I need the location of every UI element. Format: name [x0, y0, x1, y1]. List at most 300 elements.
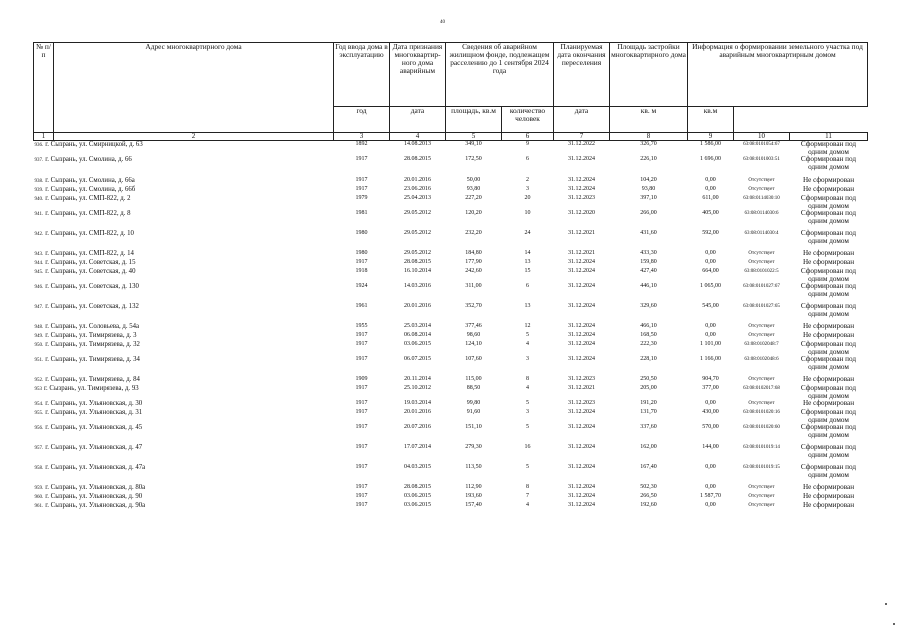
cell-recognition-date: 28.08.2015	[404, 259, 431, 265]
cell-land-area: 904,70	[702, 376, 719, 382]
cell-planned-date: 31.12.2021	[568, 230, 595, 236]
table-row	[34, 332, 868, 341]
cell-cadastral-number: Отсутствует	[748, 485, 775, 490]
cell-recognition-date: 14.03.2016	[404, 283, 431, 289]
row-number: 939.	[34, 188, 44, 193]
cell-people: 5	[526, 464, 529, 470]
cell-planned-date: 31.12.2024	[568, 156, 595, 162]
cell-recognition-date: 16.10.2014	[404, 268, 431, 274]
table-row	[34, 424, 868, 444]
cell-cadastral-number: 63:08:0101022:5	[744, 269, 779, 274]
cell-building-area: 446,10	[640, 283, 657, 289]
table-body	[34, 141, 868, 513]
address-text: г. Сызрань, ул. Ульяновская, д. 30	[45, 400, 143, 407]
row-number: 952.	[34, 378, 44, 383]
cell-building-area: 226,10	[640, 156, 657, 162]
cell-planned-date: 31.12.2020	[568, 210, 595, 216]
table-row	[34, 341, 868, 356]
cell-area: 177,90	[465, 259, 482, 265]
cell-recognition-date: 20.07.2016	[404, 424, 431, 430]
header-address: Адрес многоквартирного дома	[54, 43, 334, 133]
cell-area: 115,00	[465, 376, 482, 382]
cell-recognition-date: 03.06.2015	[404, 502, 431, 508]
cell-cadastral-number: 63:08:0101027:65	[743, 304, 780, 309]
cell-area: 157,40	[465, 502, 482, 508]
cell-building-area: 502,30	[640, 484, 657, 490]
column-number-row	[34, 133, 868, 141]
table-header	[34, 43, 868, 141]
unit-date: дата	[390, 107, 446, 133]
cell-land-status: Не сформирован	[802, 375, 855, 383]
cell-recognition-date: 06.07.2015	[404, 356, 431, 362]
cell-year: 1917	[355, 332, 368, 338]
cell-land-status: Сформирован под одним домом	[800, 355, 857, 371]
cell-land-status: Сформирован под одним домом	[800, 443, 857, 459]
cell-area: 279,30	[465, 444, 482, 450]
header-planned-date: Планируемая дата окончания переселения	[554, 43, 610, 107]
cell-land-status: Сформирован под одним домом	[800, 384, 857, 400]
cell-address	[34, 177, 334, 186]
table-row	[34, 376, 868, 385]
column-number: 8	[610, 133, 688, 141]
row-number: 946.	[34, 285, 44, 290]
cell-cadastral-number: Отсутствует	[748, 377, 775, 382]
address-text: г. Сызрань, ул. СМП-822, д. 10	[45, 230, 134, 237]
cell-planned-date: 31.12.2022	[568, 141, 595, 147]
address-text: г. Сызрань, ул. Тимирязева, д. 93	[44, 385, 139, 392]
address-text: г. Сызрань, ул. Ульяновская, д. 45	[45, 424, 143, 431]
cell-building-area: 466,10	[640, 323, 657, 329]
row-number: 948.	[34, 325, 44, 330]
column-number: 11	[790, 133, 868, 141]
table-row	[34, 385, 868, 400]
address-text: г. Сызрань, ул. Ульяновская, д. 90а	[45, 502, 146, 509]
cell-land-status: Сформирован под одним домом	[800, 140, 857, 156]
cell-building-area: 191,20	[640, 400, 657, 406]
cell-recognition-date: 04.03.2015	[404, 464, 431, 470]
cell-address	[34, 493, 334, 502]
header-number: № п/п	[34, 43, 54, 133]
row-number: 944.	[34, 261, 44, 266]
row-number: 947.	[34, 305, 44, 310]
cell-year: 1981	[355, 210, 368, 216]
cell-land-area: 0,00	[705, 186, 716, 192]
cell-recognition-date: 28.08.2015	[404, 156, 431, 162]
cell-address	[34, 484, 334, 493]
cell-people: 20	[524, 195, 531, 201]
cell-building-area: 250,50	[640, 376, 657, 382]
cell-year: 1961	[355, 303, 368, 309]
cell-planned-date: 31.12.2024	[568, 341, 595, 347]
address-text: г. Сызрань, ул. Ульяновская, д. 90	[45, 493, 143, 500]
unit-people: количество человек	[502, 107, 554, 133]
row-number: 956.	[34, 426, 44, 431]
cell-building-area: 159,80	[640, 259, 657, 265]
cell-people: 13	[524, 303, 531, 309]
address-text: г. Сызрань, ул. СМП-822, д. 14	[45, 250, 134, 257]
cell-people: 24	[524, 230, 531, 236]
cell-cadastral-number: 63:08:0114030:10	[743, 196, 780, 201]
cell-building-area: 205,00	[640, 385, 657, 391]
address-text: г. Сызрань, ул. Советская, д. 130	[45, 283, 139, 290]
address-text: г. Сызрань, ул. Смолина, д. 66	[45, 156, 132, 163]
table-row	[34, 283, 868, 303]
cell-building-area: 222,30	[640, 341, 657, 347]
cell-cadastral-number: 63:08:0102048:7	[744, 342, 779, 347]
cell-cadastral-number: 63:08:0101020:16	[743, 410, 780, 415]
cell-land-area: 0,00	[705, 464, 716, 470]
cell-address	[34, 409, 334, 424]
table-row	[34, 356, 868, 376]
cell-address	[34, 323, 334, 332]
table-row	[34, 259, 868, 268]
address-text: г. Сызрань, ул. Тимирязева, д. 84	[45, 376, 140, 383]
address-text: г. Сызрань, ул. СМП-822, д. 2	[45, 195, 131, 202]
cell-address	[34, 268, 334, 283]
cell-address	[34, 424, 334, 444]
cell-cadastral-number: Отсутствует	[748, 494, 775, 499]
cell-address	[34, 156, 334, 177]
cell-building-area: 266,50	[640, 493, 657, 499]
row-number: 945.	[34, 270, 44, 275]
cell-year: 1917	[355, 484, 368, 490]
column-number: 2	[54, 133, 334, 141]
cell-area: 352,70	[465, 303, 482, 309]
cell-address	[34, 141, 334, 157]
cell-cadastral-number: 63:08:0102048:6	[744, 357, 779, 362]
cell-year: 1924	[355, 283, 368, 289]
cell-area: 193,60	[465, 493, 482, 499]
table-row	[34, 502, 868, 512]
cell-area: 98,60	[466, 332, 481, 338]
cell-year: 1917	[355, 186, 368, 192]
column-number: 9	[688, 133, 734, 141]
header-housing-info: Сведения об аварийном жилищном фонде, подлежащем расселению до 1 сентября 2024 года	[446, 43, 554, 107]
row-number: 955.	[34, 411, 44, 416]
cell-land-status: Не сформирован	[802, 331, 855, 339]
table-row	[34, 400, 868, 409]
column-number: 4	[390, 133, 446, 141]
cell-address	[34, 332, 334, 341]
row-number: 936.	[34, 143, 44, 148]
cell-land-status: Сформирован под одним домом	[800, 194, 857, 210]
cell-land-area: 0,00	[705, 400, 716, 406]
table-row	[34, 444, 868, 464]
row-number: 951.	[34, 358, 44, 363]
cell-land-area: 1 101,00	[700, 341, 721, 347]
cell-planned-date: 31.12.2024	[568, 409, 595, 415]
cell-cadastral-number: 63:08:0114030:6	[744, 211, 779, 216]
cell-address	[34, 400, 334, 409]
cell-planned-date: 31.12.2024	[568, 283, 595, 289]
cell-building-area: 397,10	[640, 195, 657, 201]
table-row	[34, 156, 868, 177]
cell-year: 1917	[355, 493, 368, 499]
row-number: 950.	[34, 343, 44, 348]
cell-planned-date: 31.12.2024	[568, 303, 595, 309]
header-recognition-date: Дата признания многоквартир-ного дома аварийным	[390, 43, 446, 107]
cell-land-area: 1 065,00	[700, 283, 721, 289]
table-row	[34, 177, 868, 186]
cell-address	[34, 356, 334, 376]
cell-people: 2	[526, 177, 529, 183]
cell-planned-date: 31.12.2024	[568, 502, 595, 508]
cell-people: 7	[526, 493, 529, 499]
cell-cadastral-number: 63:08:0114030:4	[744, 231, 779, 236]
cell-year: 1917	[355, 464, 368, 470]
cell-recognition-date: 25.04.2013	[404, 195, 431, 201]
cell-land-status: Сформирован под одним домом	[800, 463, 857, 479]
column-number: 6	[502, 133, 554, 141]
cell-people: 16	[524, 444, 531, 450]
table-row	[34, 493, 868, 502]
cell-building-area: 431,60	[640, 230, 657, 236]
cell-area: 99,80	[466, 400, 481, 406]
cell-land-area: 1 587,70	[700, 493, 721, 499]
column-number: 5	[446, 133, 502, 141]
cell-year: 1917	[355, 502, 368, 508]
address-text: г. Сызрань, ул. Тимирязева, д. 34	[45, 356, 140, 363]
column-number: 3	[334, 133, 390, 141]
header-land-info: Информация о формировании земельного участка под аварийным многоквартирным домом	[688, 43, 868, 107]
cell-land-area: 405,00	[702, 210, 719, 216]
cell-people: 8	[526, 376, 529, 382]
cell-recognition-date: 28.08.2015	[404, 484, 431, 490]
cell-land-status: Сформирован под одним домом	[800, 340, 857, 356]
cell-recognition-date: 23.06.2016	[404, 186, 431, 192]
cell-area: 93,80	[466, 186, 481, 192]
row-number: 949.	[34, 334, 44, 339]
cell-year: 1917	[355, 356, 368, 362]
cell-building-area: 337,60	[640, 424, 657, 430]
row-number: 941.	[34, 212, 44, 217]
cell-recognition-date: 25.10.2012	[404, 385, 431, 391]
row-number: 937.	[34, 158, 44, 163]
cell-building-area: 326,70	[640, 141, 657, 147]
row-number: 957.	[34, 446, 44, 451]
table-row	[34, 464, 868, 484]
column-number: 7	[554, 133, 610, 141]
address-text: г. Сызрань, ул. Смолина, д. 66а	[45, 177, 135, 184]
cell-cadastral-number: Отсутствует	[748, 260, 775, 265]
cell-land-area: 1 586,00	[700, 141, 721, 147]
cell-land-status: Не сформирован	[802, 322, 855, 330]
cell-address	[34, 341, 334, 356]
address-text: г. Сызрань, ул. Тимирязева, д. 3	[45, 332, 137, 339]
cell-building-area: 168,50	[640, 332, 657, 338]
cell-recognition-date: 20.01.2016	[404, 409, 431, 415]
cell-land-status: Сформирован под одним домом	[800, 423, 857, 439]
cell-area: 151,10	[465, 424, 482, 430]
address-text: г. Сызрань, ул. Ульяновская, д. 80а	[45, 484, 146, 491]
cell-area: 349,10	[465, 141, 482, 147]
cell-land-area: 0,00	[705, 323, 716, 329]
cell-people: 4	[526, 341, 529, 347]
cell-land-area: 0,00	[705, 484, 716, 490]
cell-land-area: 570,00	[702, 424, 719, 430]
cell-area: 184,80	[465, 250, 482, 256]
cell-land-status: Не сформирован	[802, 258, 855, 266]
cell-people: 9	[526, 141, 529, 147]
table-row	[34, 195, 868, 210]
cell-planned-date: 31.12.2024	[568, 259, 595, 265]
cell-people: 13	[524, 259, 531, 265]
cell-area: 242,60	[465, 268, 482, 274]
cell-planned-date: 31.12.2024	[568, 484, 595, 490]
cell-people: 3	[526, 186, 529, 192]
cell-land-area: 545,00	[702, 303, 719, 309]
cell-address	[34, 376, 334, 385]
cell-land-area: 0,00	[705, 332, 716, 338]
cell-year: 1980	[355, 230, 368, 236]
cell-area: 91,60	[466, 409, 481, 415]
cell-recognition-date: 06.08.2014	[404, 332, 431, 338]
cell-building-area: 192,60	[640, 502, 657, 508]
cell-building-area: 93,80	[641, 186, 656, 192]
cell-address	[34, 250, 334, 259]
cell-planned-date: 31.12.2024	[568, 424, 595, 430]
unit-land-area: кв.м	[688, 107, 734, 133]
row-number: 938.	[34, 179, 44, 184]
column-number: 10	[734, 133, 790, 141]
table-row	[34, 484, 868, 493]
cell-area: 377,46	[465, 323, 482, 329]
table-row	[34, 409, 868, 424]
cell-address	[34, 502, 334, 512]
cell-cadastral-number: Отсутствует	[748, 324, 775, 329]
page-number: 40	[440, 20, 445, 25]
row-number: 958.	[34, 466, 44, 471]
cell-land-status: Не сформирован	[802, 399, 855, 407]
cell-people: 12	[524, 323, 531, 329]
cell-land-status: Не сформирован	[802, 249, 855, 257]
cell-cadastral-number: 63:08:0101027:67	[743, 284, 780, 289]
cell-people: 5	[526, 400, 529, 406]
cell-building-area: 162,00	[640, 444, 657, 450]
cell-building-area: 266,00	[640, 210, 657, 216]
cell-land-status: Сформирован под одним домом	[800, 282, 857, 298]
cell-people: 4	[526, 502, 529, 508]
address-text: г. Сызрань, ул. Смирницкой, д. 63	[45, 141, 143, 148]
cell-year: 1955	[355, 323, 368, 329]
cell-cadastral-number: Отсутствует	[748, 251, 775, 256]
address-text: г. Сызрань, ул. Советская, д. 15	[45, 259, 136, 266]
cell-land-status: Не сформирован	[802, 492, 855, 500]
cell-planned-date: 31.12.2023	[568, 376, 595, 382]
address-text: г. Сызрань, ул. Соловьева, д. 54а	[45, 323, 140, 330]
row-number: 953	[34, 387, 42, 392]
cell-recognition-date: 29.05.2012	[404, 210, 431, 216]
cell-area: 227,20	[465, 195, 482, 201]
cell-area: 107,60	[465, 356, 482, 362]
cell-people: 4	[526, 385, 529, 391]
cell-recognition-date: 03.06.2015	[404, 341, 431, 347]
cell-land-status: Сформирован под одним домом	[800, 155, 857, 171]
cell-address	[34, 186, 334, 195]
table-row	[34, 186, 868, 195]
cell-recognition-date: 03.06.2015	[404, 493, 431, 499]
cell-cadastral-number: 63:08:0101020:60	[743, 425, 780, 430]
cell-area: 232,20	[465, 230, 482, 236]
cell-building-area: 329,60	[640, 303, 657, 309]
cell-cadastral-number: 63:08:0101054:67	[743, 142, 780, 147]
cell-people: 3	[526, 356, 529, 362]
cell-recognition-date: 17.07.2014	[404, 444, 431, 450]
scan-speck	[893, 623, 895, 625]
cell-address	[34, 230, 334, 250]
cell-address	[34, 210, 334, 230]
cell-planned-date: 31.12.2024	[568, 444, 595, 450]
cell-land-area: 0,00	[705, 259, 716, 265]
row-number: 940.	[34, 197, 44, 202]
cell-building-area: 131,70	[640, 409, 657, 415]
address-text: г. Сызрань, ул. Смолина, д. 66б	[45, 186, 136, 193]
row-number: 954.	[34, 402, 44, 407]
table-row	[34, 141, 868, 157]
cell-area: 112,90	[465, 484, 482, 490]
emergency-housing-table	[33, 42, 868, 512]
cell-people: 6	[526, 283, 529, 289]
cell-land-area: 1 696,00	[700, 156, 721, 162]
cell-land-status: Не сформирован	[802, 501, 855, 509]
cell-cadastral-number: Отсутствует	[748, 401, 775, 406]
cell-address	[34, 464, 334, 484]
cell-area: 311,00	[465, 283, 482, 289]
cell-building-area: 427,40	[640, 268, 657, 274]
address-text: г. Сызрань, ул. Советская, д. 40	[45, 268, 136, 275]
cell-area: 113,50	[465, 464, 482, 470]
cell-land-area: 0,00	[705, 250, 716, 256]
row-number: 960.	[34, 495, 44, 500]
cell-area: 50,00	[466, 177, 481, 183]
cell-area: 172,50	[465, 156, 482, 162]
cell-land-area: 611,00	[702, 195, 719, 201]
cell-area: 120,20	[465, 210, 482, 216]
cell-address	[34, 259, 334, 268]
column-number: 1	[34, 133, 54, 141]
cell-year: 1917	[355, 177, 368, 183]
cell-planned-date: 31.12.2024	[568, 323, 595, 329]
cell-recognition-date: 14.08.2013	[404, 141, 431, 147]
table-row	[34, 323, 868, 332]
address-text: г. Сызрань, ул. СМП-822, д. 8	[45, 210, 131, 217]
cell-planned-date: 31.12.2024	[568, 464, 595, 470]
cell-people: 15	[524, 268, 531, 274]
cell-recognition-date: 20.01.2016	[404, 177, 431, 183]
cell-year: 1917	[355, 156, 368, 162]
cell-land-area: 664,00	[702, 268, 719, 274]
cell-recognition-date: 25.03.2014	[404, 323, 431, 329]
table-row	[34, 210, 868, 230]
cell-land-status: Не сформирован	[802, 185, 855, 193]
table-row	[34, 303, 868, 323]
row-number: 961.	[34, 504, 44, 509]
table-row	[34, 230, 868, 250]
cell-year: 1917	[355, 341, 368, 347]
cell-people: 5	[526, 424, 529, 430]
address-text: г. Сызрань, ул. Ульяновская, д. 31	[45, 409, 143, 416]
cell-planned-date: 31.12.2023	[568, 195, 595, 201]
cell-planned-date: 31.12.2023	[568, 400, 595, 406]
cell-year: 1917	[355, 409, 368, 415]
cell-land-status: Сформирован под одним домом	[800, 302, 857, 318]
cell-land-area: 592,00	[702, 230, 719, 236]
cell-year: 1979	[355, 195, 368, 201]
address-text: г. Сызрань, ул. Тимирязева, д. 32	[45, 341, 140, 348]
cell-address	[34, 444, 334, 464]
cell-planned-date: 31.12.2024	[568, 356, 595, 362]
cell-year: 1917	[355, 385, 368, 391]
